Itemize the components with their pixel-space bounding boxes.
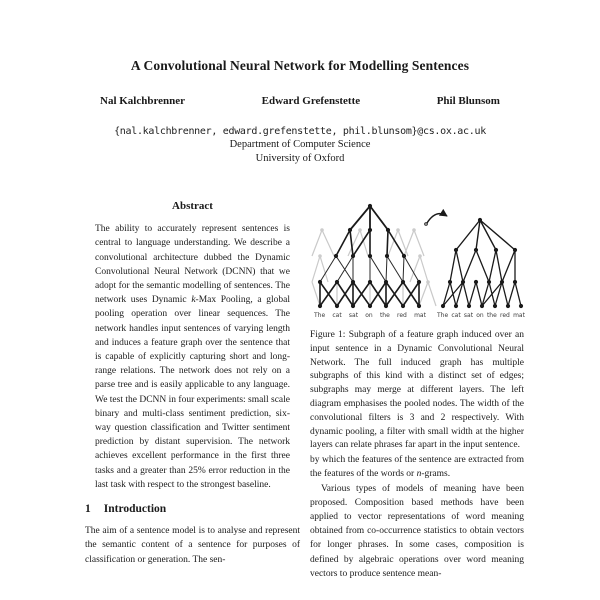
graph-node xyxy=(474,280,478,284)
graph-node xyxy=(513,248,517,252)
graph-node xyxy=(417,280,421,284)
graph-node xyxy=(318,254,322,258)
graph-node xyxy=(334,254,338,258)
author-1: Nal Kalchbrenner xyxy=(100,95,186,107)
graph-node xyxy=(318,280,322,284)
graph-node xyxy=(358,228,362,232)
abstract-part-2: -Max Pooling, a global pooling operation over linear sequences. The network handles input sentences of varying length and induces a feature graph over the sentence that is capable of explicitly capturing short and long-range relations. The network does not rely on a parse tree and is easily applicable to any language. We test the DCNN in four experiments: small scale binary and multi-class sentiment prediction, six-way question classification and Twitter sentiment prediction by distant supervision. The network achieves excellent performance in the first three tasks and a greater than 25% error reduction in the last task with respect to the strongest baseline. xyxy=(95,295,290,490)
figure-caption-text: Subgraph of a feature graph induced over an input sentence in a Dynamic Convolutional Neural Network. The full induced graph has multiple subgraphs of this kind with a distinct set of edges; subgraphs may merge at different layers. The left diagram emphasises the pooled nodes. The width of the convolutional filters is 3 and 2 respectively. With dynamic pooling, a filter with small width at the higher layers can relate phrases far apart in the input sentence. xyxy=(310,330,524,451)
figure-word: on xyxy=(365,312,373,319)
left-column xyxy=(85,196,300,567)
graph-node xyxy=(487,280,491,284)
figure-caption xyxy=(310,329,524,453)
graph-node xyxy=(384,280,388,284)
section-title: Introduction xyxy=(103,503,167,516)
graph-node xyxy=(368,280,372,284)
figure-word: mat xyxy=(414,312,426,319)
graph-node xyxy=(426,280,430,284)
graph-node xyxy=(384,304,388,308)
graph-node xyxy=(448,280,452,284)
figure-word: cat xyxy=(332,312,342,319)
graph-node xyxy=(351,254,355,258)
graph-node xyxy=(461,280,465,284)
graph-node xyxy=(454,248,458,252)
graph-node xyxy=(401,280,405,284)
graph-node xyxy=(494,248,498,252)
graph-node xyxy=(351,304,355,308)
figure-word: the xyxy=(486,312,497,319)
paper-title: A Convolutional Neural Network for Modelling Sentences xyxy=(130,58,470,73)
graph-node xyxy=(368,304,372,308)
graph-node xyxy=(418,254,422,258)
affiliation-department: Department of Computer Science xyxy=(229,139,371,150)
figure-left-sentence xyxy=(314,309,426,323)
section-number: 1 xyxy=(85,503,91,516)
left-graph-unpooled-edges xyxy=(312,230,436,306)
graph-node xyxy=(478,218,482,222)
introduction-paragraph: The aim of a sentence model is to analyse and represent the semantic content of a sentence for purposes of classification or generation. The sen- xyxy=(85,526,300,565)
figure-1 xyxy=(310,196,524,322)
figure-caption-label: Figure 1: xyxy=(310,330,346,340)
authors-row xyxy=(100,95,500,107)
graph-node xyxy=(402,254,406,258)
figure-word: red xyxy=(500,312,510,319)
graph-node xyxy=(513,280,517,284)
figure-word: The xyxy=(437,312,449,319)
graph-node xyxy=(335,280,339,284)
abstract-heading: Abstract xyxy=(172,200,213,212)
figure-word: mat xyxy=(513,312,525,319)
graph-node xyxy=(454,304,458,308)
abstract-text xyxy=(95,222,290,492)
right-p1-part-1: by which the features of the sentence are extracted from the features of the words or xyxy=(310,455,524,480)
author-3: Phil Blunsom xyxy=(436,95,500,107)
figure-word: the xyxy=(379,312,390,319)
author-2: Edward Grefenstette xyxy=(261,95,361,107)
graph-node xyxy=(401,304,405,308)
graph-node xyxy=(412,228,416,232)
graph-node xyxy=(417,304,421,308)
figure-word: on xyxy=(476,312,484,319)
figure-word: sat xyxy=(348,312,359,319)
graph-node xyxy=(335,304,339,308)
graph-node xyxy=(441,304,445,308)
right-paragraph-1 xyxy=(310,453,524,481)
right-graph-edges xyxy=(443,220,521,306)
graph-node xyxy=(348,228,352,232)
graph-node xyxy=(368,204,372,208)
merge-arrow-icon xyxy=(425,214,447,226)
figure-word: sat xyxy=(463,312,474,319)
graph-node xyxy=(320,228,324,232)
abstract-part-1: The ability to accurately represent sentences is central to language understanding. We describe a convolutional architecture dubbed the Dynamic Convolutional Neural Network (DCNN) that we adopt for the semantic modelling of sentences. The network uses Dynamic xyxy=(95,224,290,306)
affiliation-university: University of Oxford xyxy=(255,153,345,164)
graph-node xyxy=(368,254,372,258)
graph-node xyxy=(318,304,322,308)
graph-node xyxy=(474,248,478,252)
figure-word: red xyxy=(397,312,407,319)
right-p1-part-2: -grams. xyxy=(421,469,451,480)
figure-word: The xyxy=(314,312,326,319)
graph-node xyxy=(368,228,372,232)
graph-node xyxy=(519,304,523,308)
right-column xyxy=(310,196,524,581)
right-paragraph-2: Various types of models of meaning have been proposed. Composition based methods have been applied to vector representations of word meaning obtained from co-occurrence statistics to obtain vectors for longer phrases. In some cases, composition is defined by algebraic operations over word meaning vectors to produce sentence mean- xyxy=(310,483,524,579)
figure-right-sentence xyxy=(437,309,525,323)
graph-node xyxy=(500,280,504,284)
author-emails: {nal.kalchbrenner, edward.grefenstette, phil.blunsom}@cs.ox.ac.uk xyxy=(114,126,486,137)
graph-node xyxy=(386,228,390,232)
graph-node xyxy=(480,304,484,308)
section-heading-introduction xyxy=(85,502,300,516)
graph-node xyxy=(385,254,389,258)
figure-word: cat xyxy=(451,312,461,319)
graph-node xyxy=(506,304,510,308)
abstract-k-italic: k xyxy=(191,295,196,306)
graph-node xyxy=(493,304,497,308)
right-p1-n-italic: n xyxy=(416,469,422,480)
figure-graphs xyxy=(310,196,524,318)
graph-node xyxy=(396,228,400,232)
graph-node xyxy=(467,304,471,308)
graph-node xyxy=(351,280,355,284)
